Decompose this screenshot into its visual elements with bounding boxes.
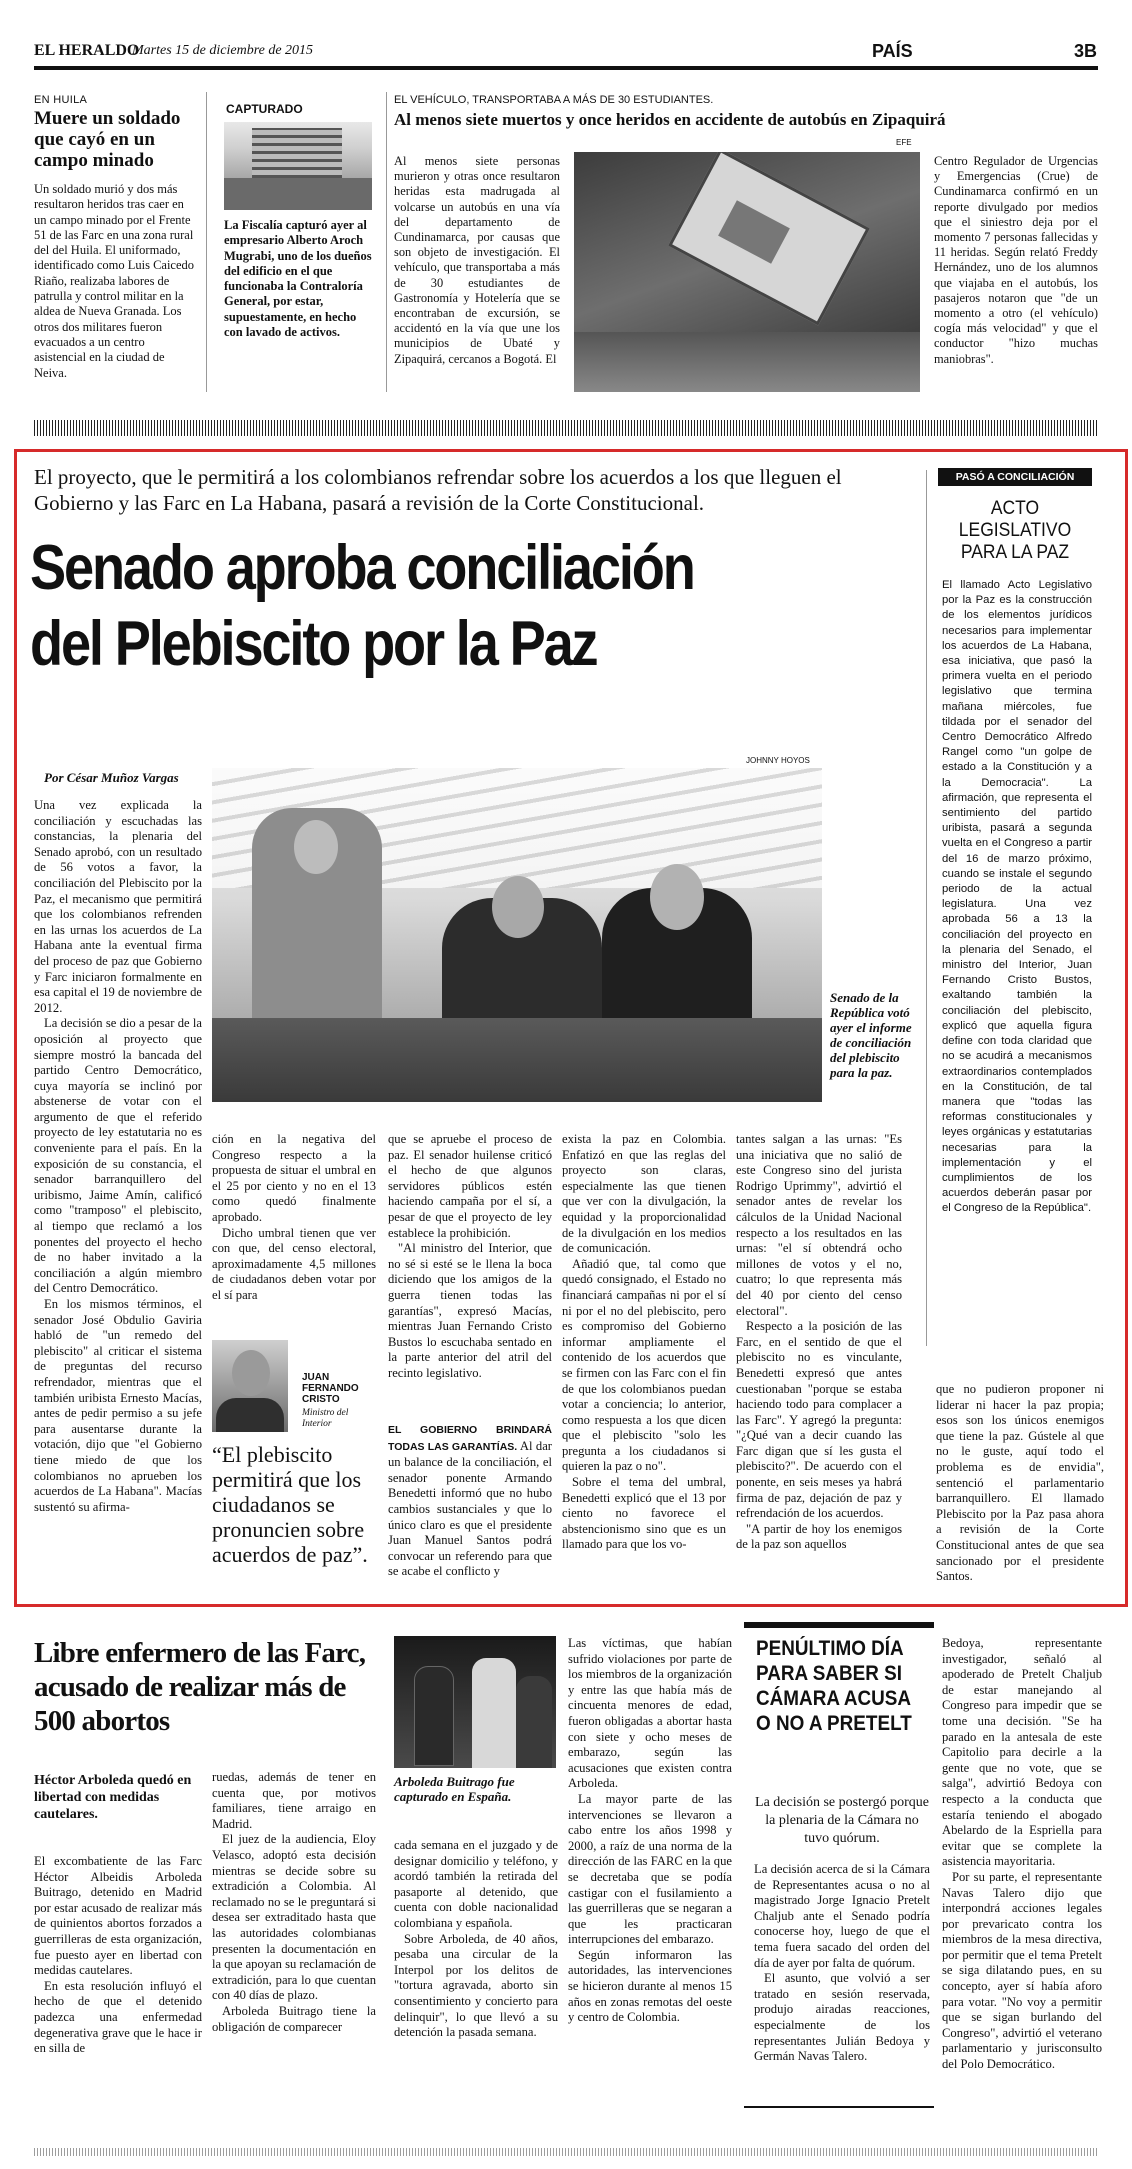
capturado-caption: La Fiscalía capturó ayer al empresario Alberto Aroch Mugrabi, uno de los dueños del edificio en el que funcionaba la Contraloría General, por estar, supuestamente, en hecho con lavado de activos. xyxy=(224,218,372,340)
footer-barcode xyxy=(34,2148,1098,2156)
main-headline-line-1: Senado aproba conciliación xyxy=(30,533,694,603)
arboleda-photo-caption: Arboleda Buitrago fue capturado en España. xyxy=(394,1774,515,1804)
huila-headline: Muere un soldado que cayó en un campo minado xyxy=(34,108,181,171)
divider xyxy=(206,92,207,392)
pretelt-col-2: Bedoya, representante investigador, señaló al apoderado de Pretelt Chaljub de estar manejando al Congreso para impedir que se tome una decisión. "Se ha parado en la antesala de este Capitolio para decirle a la gente que no vote, que se salga", advirtió Bedoya con respecto a la conducta que estaría teniendo el abogado Abelardo de la Espriella para evitar que se complete la asistencia mayoritaria. Por su parte, el representante Navas Talero dijo que interpondrá acciones legales por prevaricato contra los miembros de la mesa directiva, por permitir que el tema Pretelt se siga dilatando pues, en su concepto, ayer sí había aforo para votar. "No voy a permitir que se sigan burlando del Congreso", advirtió el veterano parlamentario y jurisconsulto del Polo Democrático. xyxy=(942,1636,1102,2072)
divider xyxy=(386,92,387,392)
main-col-3: que se apruebe el proceso de paz. El senador huilense criticó el hecho de que algunos servidores públicos estén haciendo campaña por el sí, a pesar de que el proyecto de ley establece la prohibición. "Al ministro del Interior, que no sé si esté se le llena la boca diciendo que los amigos de la guerra tienen todas las garantías", expresó Macías, mientras Juan Fernando Cristo Bustos lo escuchaba sentado en la parte anterior del atril del recinto legislativo. xyxy=(388,1132,552,1380)
bus-headline: Al menos siete muertos y once heridos en accidente de autobús en Zipaquirá xyxy=(394,110,946,129)
bus-accident-photo xyxy=(574,152,920,392)
senate-photo xyxy=(212,768,822,1102)
main-headline xyxy=(30,530,787,682)
masthead xyxy=(34,40,1098,64)
main-col-6: que no pudieron proponer ni liderar ni hacer la paz propia; esos son los únicos enemigos que tiene la paz. Gústele al que no le guste, aquí todo el problema es de envidia", sentenció el parlamentario barranquillero. El llamado Plebiscito por la Paz pasa ahora a revisión de la Corte Constitucional antes de que sea sancionado por el presidente Santos. xyxy=(936,1382,1104,1584)
sidebar-divider xyxy=(926,470,927,1346)
huila-body: Un soldado murió y dos más resultaron heridos tras caer en un campo minado por el Frente 51 de las Farc en una zona rural del del Huila. El uniformado, identificado como Luis Caicedo Riaño, realizaba labores de patrulla y control militar en la aldea de Nueva Granada. Los otros dos militares fueron evacuados a un centro asistencial en la ciudad de Neiva. xyxy=(34,182,195,380)
cristo-portrait xyxy=(212,1340,288,1432)
pretelt-col-1: La decisión acerca de si la Cámara de Representantes acusa o no al magistrado Jorge Ignacio Pretelt Chaljub ante el Senado podría conocerse hoy, luego de que el tema fuera sacado del orden del día de ayer por falta de quórum. El asunto, que volvió a ser tratado en sesión reservada, produjo airadas reacciones, especialmente de los representantes Julián Bedoya y Germán Navas Talero. xyxy=(754,1862,930,2064)
main-headline-line-2: del Plebiscito por la Paz xyxy=(30,609,597,679)
sidebar-body: El llamado Acto Legislativo por la Paz es la construcción de los elementos jurídicos necesarios para implementar los acuerdos de La Habana, esa iniciativa, que pasó la primera vuelta en el periodo legislativo que termina mañana miércoles, fue tildada por el senador del Centro Democrático Alfredo Rangel como "un golpe de estado a la Constitución y a la Democracia". La afirmación, que representa el sentimiento del partido uribista, pasará a segunda vuelta en el Congreso a partir del 16 de marzo próximo, cuando se instale el segundo periodo de la actual legislatura. Una vez aprobada 56 a 13 la conciliación del proyecto en la plenaria del Senado, el ministro del Interior, Juan Fernando Cristo Bustos, exaltando también la conciliación del plebiscito, explicó que aquella figura define con toda claridad que no se acudirá a mecanismos extraordinarios contemplados en la Constitución, de tal manera que "todas las reformas constitucionales y leyes orgánicas y estatutarias necesarias para la implementación y el cumplimientos de los acuerdos deberán pasar por el Congreso de la República". xyxy=(942,579,1092,1215)
farc-col-1: El excombatiente de las Farc Héctor Albeidis Arboleda Buitrago, detenido en Madrid por estar acusado de realizar más de quinientos abortos forzados a guerrilleras de esta organización, fue puesto ayer en libertad con medidas cautelares. En esta resolución influyó el hecho de que el detenido padezca una enfermedad degenerativa grave que le hace ir en silla de xyxy=(34,1854,202,2056)
farc-subhead: Héctor Arboleda quedó en libertad con medidas cautelares. xyxy=(34,1773,192,1822)
main-col-1: Una vez explicada la conciliación y escuchadas las constancias, la plenaria del Senado aprobó, con un resultado de 56 votos a favor, la conciliación del Plebiscito por la Paz, el mecanismo que permitirá que los colombianos refrenden en las urnas los acuerdos de La Habana ante la eventual firma del proceso de paz que Gobierno y Farc iniciaron formalmente en esa capital el 19 de noviembre de 2012. La decisión se dio a pesar de la oposición al proyecto que siempre mostró la bancada del partido Centro Democrático, cuya mayoría se inclinó por abstenerse de votar con el argumento de que el referido proyecto de ley estatutaria no es conveniente para el país. En la exposición de su constancia, el senador barranquillero del uribismo, Jaime Amín, calificó como "tramposo" el plebiscito, al tiempo que reclamó a los ponentes del proyecto el hecho de no haber invitado a la conciliación a algún miembro del Centro Democrático. En los mismos términos, el senador José Obdulio Gaviria habló de "un remedo del plebiscito" al criticar el sistema de preguntas del recurso refrendador, mientras que el también uribista Ernesto Macías, antes de pedir permiso a su jefe para ausentarse durante la votación, dijo que "el Gobierno tiene miedo de que los colombianos no aprueben los acuerdos de La Habana". Macías sustentó su afirma- xyxy=(34,798,202,1514)
bus-photo-credit: EFE xyxy=(896,138,912,147)
sidebar-title: ACTO LEGISLATIVO PARA LA PAZ xyxy=(958,498,1072,563)
main-col-4: exista la paz en Colombia. Enfatizó en que las reglas del proyecto son claras, especialmente las que tienen que ver con la divulgación, la equidad y la proporcionalidad de la divulgación en los medios de comunicación. Añadió que, tal como que quedó consignado, el Estado no financiará campañas ni por el sí ni por el no del plebiscito, pero es compromiso del Gobierno informar ampliamente el contenido de los acuerdos que se firmen con las Farc con el fin de que los colombianos puedan votar a conciencia; lo anterior, como respuesta a los que dicen que el plebiscito "solo les pregunta a los ciudadanos si quieren la paz o no". Sobre el tema del umbral, Benedetti explicó que el 13 por ciento no favorece el abstencionismo sino que es un llamado para que los vo- xyxy=(562,1132,726,1552)
main-col-5: tantes salgan a las urnas: "Es una iniciativa que no salió de este Congreso sino del jurista Rodrigo Uprimmy", advirtió el senador antes de revelar los cálculos de la Unidad Nacional respecto a los resultados en las urnas: "el sí obtendrá ocho millones de votos y el no, cuatro; lo que representa más del 40 por ciento del censo electoral". Respecto a la posición de las Farc, en el sentido de que el plebiscito no es vinculante, Benedetti expresó que antes cuestionaban "porque se estaba haciendo todo para complacer a las Farc". Y agregó la pregunta: "¿Qué van a decir cuando las Farc digan que sí les gusta el plebiscito?". De acuerdo con el ponente, en seis meses ya habrá firma de paz, dejación de paz y refrendación de los acuerdos. "A partir de hoy los enemigos de la paz son aquellos xyxy=(736,1132,902,1552)
photo-credit: JOHNNY HOYOS xyxy=(746,756,810,765)
main-col-3b: EL GOBIERNO BRINDARÁ TODAS LAS GARANTÍAS. Al dar un balance de la conciliación, el senador ponente Armando Benedetti informó que no hubo cambios sustanciales y que lo único claro es que el presidente Juan Manuel Santos podrá convocar un referendo para que se acabe el conflicto y xyxy=(388,1424,552,1579)
huila-kicker: EN HUILA xyxy=(34,94,88,106)
main-deck: El proyecto, que le permitirá a los colombianos refrendar sobre los acuerdos a los que lleguen el Gobierno y las Farc en La Habana, pasará a revisión de la Corte Constitucional. xyxy=(34,465,842,515)
farc-col-4: Las víctimas, que habían sufrido violaciones por parte de los miembros de la organización y entre las que había más de cincuenta menores de edad, fueron obligadas a abortar hasta con siete y ocho meses de embarazo, según las acusaciones que existen contra Arboleda. La mayor parte de las intervenciones se llevaron a cabo entre los años 1998 y 2000, a raíz de una norma de la dirección de las FARC en la que se decretaba que se podía castigar con el fusilamiento a las guerrilleras que se negaran a que les practicaran interrupciones del embarazo. Según informaron las autoridades, las intervenciones se hicieron durante al menos 15 años en zonas remotas del oeste y centro de Colombia. xyxy=(568,1636,732,2025)
paper-name: EL HERALDO xyxy=(34,42,140,59)
farc-col-3: cada semana en el juzgado y de designar domicilio y teléfono, y acordó también la retirada del pasaporte al detenido, que cuenta con doble nacionalidad colombiana y española. Sobre Arboleda, de 40 años, pesaba una circular de la Interpol por los delitos de "tortura agravada, aborto sin consentimiento y concierto para delinquir", lo que llevó a su detención la pasada semana. xyxy=(394,1838,558,2040)
farc-col-2: ruedas, además de tener en cuenta que, por motivos familiares, tiene arraigo en Madrid. El juez de la audiencia, Eloy Velasco, adoptó esta decisión mientras se decide sobre su extradición a Colombia. Al reclamado no se le preguntará si desea ser extraditado hasta que las autoridades colombianas presenten la documentación en la que apoyan su reclamación de extradición, para lo que cuentan con 40 días de plazo. Arboleda Buitrago tiene la obligación de comparecer xyxy=(212,1770,376,2034)
pretelt-deck: La decisión se postergó porque la plenaria de la Cámara no tuvo quórum. xyxy=(755,1795,929,1846)
section-name: PAÍS xyxy=(872,41,913,61)
arboleda-arrest-photo xyxy=(394,1636,556,1768)
col3-subhead: EL GOBIERNO BRINDARÁ TODAS LAS GARANTÍAS. xyxy=(388,1424,552,1453)
senate-photo-caption: Senado de la República votó ayer el informe de conciliación del plebiscito para la paz. xyxy=(830,990,912,1080)
main-col-2: ción en la negativa del Congreso respecto a la propuesta de situar el umbral en el 25 por ciento y no en el 13 como quedó finalmente aprobado. Dicho umbral tienen que ver con que, del censo electoral, aproximadamente 4,5 millones de ciudadanos deben votar por el sí para xyxy=(212,1132,376,1302)
section-separator xyxy=(34,420,1098,436)
quote-person-role: Ministro del Interior xyxy=(302,1408,349,1429)
pretelt-headline: PENÚLTIMO DÍA PARA SABER SI CÁMARA ACUSA O NO A PRETELT xyxy=(756,1637,912,1735)
issue-date: Martes 15 de diciembre de 2015 xyxy=(132,43,314,58)
pull-quote: “El plebiscito permitirá que los ciudadanos se pronuncien sobre acuerdos de paz”. xyxy=(212,1442,368,1567)
page-number: 3B xyxy=(1074,41,1098,61)
quote-person-name: JUAN FERNANDO CRISTO xyxy=(302,1372,359,1405)
masthead-rule xyxy=(34,66,1098,70)
bus-kicker: EL VEHÍCULO, TRANSPORTABA A MÁS DE 30 ESTUDIANTES. xyxy=(394,94,714,106)
bus-body-left: Al menos siete personas murieron y otras once resultaron heridas esta madrugada al volcarse un autobús en una vía del departamento de Cundinamarca, por causas que son objeto de investigación. El vehículo, que transportaba a más de 30 estudiantes de Gastronomía y Hotelería que se encontraban de excursión, se accidentó en la vía que une los municipios de Ubaté y Zipaquirá, cercanos a Bogotá. El xyxy=(394,154,560,366)
capturado-kicker: CAPTURADO xyxy=(226,102,303,116)
sidebar-label: PASÓ A CONCILIACIÓN xyxy=(938,468,1092,486)
farc-headline: Libre enfermero de las Farc, acusado de realizar más de 500 abortos xyxy=(34,1637,366,1737)
byline: Por César Muñoz Vargas xyxy=(44,770,179,785)
capturado-building-photo xyxy=(224,122,372,210)
bus-body-right: Centro Regulador de Urgencias y Emergencias (Crue) de Cundinamarca confirmó en un reporte divulgado por medios que el siniestro deja por el momento 7 personas fallecidas y 11 heridas. Según relató Freddy Hernández, uno de los alumnos que viajaba en el autobús, los pasajeros notaron que "de un momento a otro (el vehículo) cogía más velocidad" y que el conductor "hizo muchas maniobras". xyxy=(934,154,1098,366)
